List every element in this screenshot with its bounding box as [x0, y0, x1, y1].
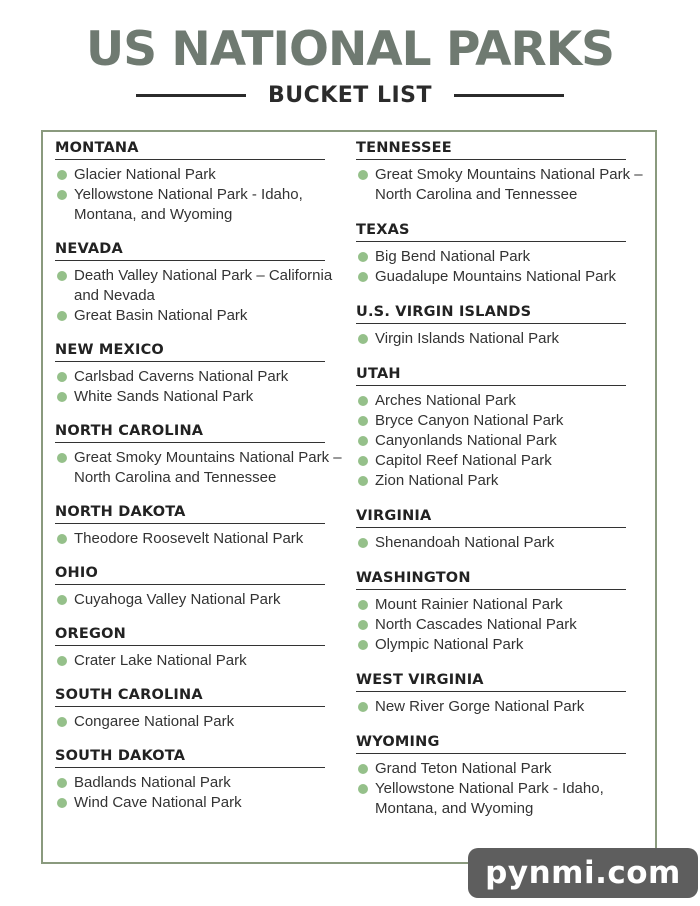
state-heading: TENNESSEE [356, 140, 626, 160]
bullet-dot-icon [358, 252, 368, 262]
park-item [356, 595, 648, 615]
park-item [55, 306, 347, 326]
bullet-dot-icon [358, 538, 368, 548]
bullet-dot-icon [358, 436, 368, 446]
bullet-dot-icon [358, 784, 368, 794]
park-list [356, 759, 648, 819]
state-heading: OREGON [55, 626, 325, 646]
park-item [55, 590, 347, 610]
park-item [55, 793, 347, 813]
park-name: Shenandoah National Park [375, 534, 555, 551]
park-name: Olympic National Park [375, 636, 524, 653]
state-section [55, 565, 347, 610]
park-name: Carlsbad Caverns National Park [74, 368, 289, 385]
bullet-dot-icon [358, 620, 368, 630]
park-name: White Sands National Park [74, 388, 254, 405]
park-item [356, 165, 648, 205]
bullet-dot-icon [57, 656, 67, 666]
park-item [356, 411, 648, 431]
state-section [55, 140, 347, 225]
park-item [55, 448, 347, 488]
park-item [356, 451, 648, 471]
state-section [356, 304, 648, 349]
state-heading: NORTH DAKOTA [55, 504, 325, 524]
bullet-dot-icon [57, 534, 67, 544]
state-heading: NEW MEXICO [55, 342, 325, 362]
park-item [356, 635, 648, 655]
bullet-dot-icon [358, 334, 368, 344]
bullet-dot-icon [57, 798, 67, 808]
park-name: Canyonlands National Park [375, 432, 557, 449]
page-title: US NATIONAL PARKS [86, 22, 614, 77]
park-list [356, 391, 648, 491]
park-list [55, 367, 347, 407]
park-list [55, 266, 347, 326]
park-item [55, 773, 347, 793]
state-section [55, 748, 347, 813]
bullet-dot-icon [57, 595, 67, 605]
park-list [55, 712, 347, 732]
bullet-dot-icon [57, 717, 67, 727]
bullet-dot-icon [358, 170, 368, 180]
state-section [356, 140, 648, 205]
subtitle-rule-left [136, 94, 246, 97]
park-name: Zion National Park [375, 472, 499, 489]
park-name: Crater Lake National Park [74, 652, 247, 669]
bullet-dot-icon [57, 372, 67, 382]
subtitle-row [0, 78, 700, 112]
park-name: Great Smoky Mountains National Park – North Carolina and Tennessee [375, 166, 643, 203]
bullet-dot-icon [358, 600, 368, 610]
bullet-dot-icon [358, 640, 368, 650]
state-heading: NEVADA [55, 241, 325, 261]
park-name: Glacier National Park [74, 166, 216, 183]
bullet-dot-icon [358, 272, 368, 282]
park-list [55, 773, 347, 813]
park-item [356, 471, 648, 491]
park-item [55, 651, 347, 671]
state-heading: WYOMING [356, 734, 626, 754]
park-name: Great Basin National Park [74, 307, 248, 324]
bullet-dot-icon [57, 392, 67, 402]
state-heading: U.S. VIRGIN ISLANDS [356, 304, 626, 324]
park-name: Wind Cave National Park [74, 794, 242, 811]
park-item [356, 267, 648, 287]
park-item [55, 387, 347, 407]
state-heading: SOUTH CAROLINA [55, 687, 325, 707]
park-name: Yellowstone National Park - Idaho, Montana, and Wyoming [375, 780, 604, 817]
state-section [356, 366, 648, 491]
state-section [55, 342, 347, 407]
state-section [55, 626, 347, 671]
state-section [356, 672, 648, 717]
park-name: New River Gorge National Park [375, 698, 585, 715]
park-list [356, 595, 648, 655]
park-item [356, 431, 648, 451]
park-list [356, 697, 648, 717]
state-heading: WASHINGTON [356, 570, 626, 590]
state-heading: VIRGINIA [356, 508, 626, 528]
state-heading: MONTANA [55, 140, 325, 160]
park-list [356, 247, 648, 287]
state-section [55, 504, 347, 549]
bullet-dot-icon [358, 416, 368, 426]
park-name: Arches National Park [375, 392, 516, 409]
park-item [356, 329, 648, 349]
park-name: North Cascades National Park [375, 616, 577, 633]
bullet-dot-icon [358, 702, 368, 712]
park-list [55, 590, 347, 610]
state-section [55, 687, 347, 732]
park-name: Death Valley National Park – California and Nevada [74, 267, 333, 304]
park-item [356, 759, 648, 779]
park-name: Guadalupe Mountains National Park [375, 268, 616, 285]
bullet-dot-icon [57, 453, 67, 463]
state-heading: OHIO [55, 565, 325, 585]
park-list [356, 329, 648, 349]
park-name: Congaree National Park [74, 713, 235, 730]
subtitle-rule-right [454, 94, 564, 97]
watermark: pynmi.com [468, 848, 698, 898]
bullet-dot-icon [57, 170, 67, 180]
park-name: Capitol Reef National Park [375, 452, 552, 469]
park-list [55, 529, 347, 549]
bucket-list-frame [41, 130, 657, 864]
park-name: Mount Rainier National Park [375, 596, 563, 613]
park-name: Bryce Canyon National Park [375, 412, 564, 429]
park-item [55, 367, 347, 387]
left-column [55, 140, 347, 829]
park-name: Yellowstone National Park - Idaho, Montana, and Wyoming [74, 186, 303, 223]
state-section [356, 734, 648, 819]
bullet-dot-icon [57, 311, 67, 321]
park-name: Cuyahoga Valley National Park [74, 591, 281, 608]
page-subtitle: BUCKET LIST [267, 82, 433, 108]
park-item [356, 779, 648, 819]
state-section [55, 423, 347, 488]
park-list [356, 533, 648, 553]
park-name: Virgin Islands National Park [375, 330, 559, 347]
park-item [55, 185, 347, 225]
state-heading: UTAH [356, 366, 626, 386]
park-list [55, 651, 347, 671]
park-item [356, 533, 648, 553]
bullet-dot-icon [358, 396, 368, 406]
state-heading: WEST VIRGINIA [356, 672, 626, 692]
bullet-dot-icon [358, 764, 368, 774]
park-item [356, 697, 648, 717]
park-name: Big Bend National Park [375, 248, 531, 265]
bullet-dot-icon [57, 271, 67, 281]
state-heading: TEXAS [356, 222, 626, 242]
state-section [356, 508, 648, 553]
park-item [55, 529, 347, 549]
state-section [356, 222, 648, 287]
park-name: Grand Teton National Park [375, 760, 552, 777]
right-column [356, 140, 648, 836]
bullet-dot-icon [57, 778, 67, 788]
park-item [356, 615, 648, 635]
bullet-dot-icon [57, 190, 67, 200]
state-heading: NORTH CAROLINA [55, 423, 325, 443]
park-list [55, 448, 347, 488]
park-item [55, 165, 347, 185]
park-item [356, 247, 648, 267]
park-name: Badlands National Park [74, 774, 231, 791]
state-section [55, 241, 347, 326]
park-item [55, 712, 347, 732]
state-section [356, 570, 648, 655]
park-list [356, 165, 648, 205]
bullet-dot-icon [358, 476, 368, 486]
park-list [55, 165, 347, 225]
park-item [356, 391, 648, 411]
park-name: Great Smoky Mountains National Park – North Carolina and Tennessee [74, 449, 342, 486]
park-name: Theodore Roosevelt National Park [74, 530, 304, 547]
park-item [55, 266, 347, 306]
state-heading: SOUTH DAKOTA [55, 748, 325, 768]
bullet-dot-icon [358, 456, 368, 466]
